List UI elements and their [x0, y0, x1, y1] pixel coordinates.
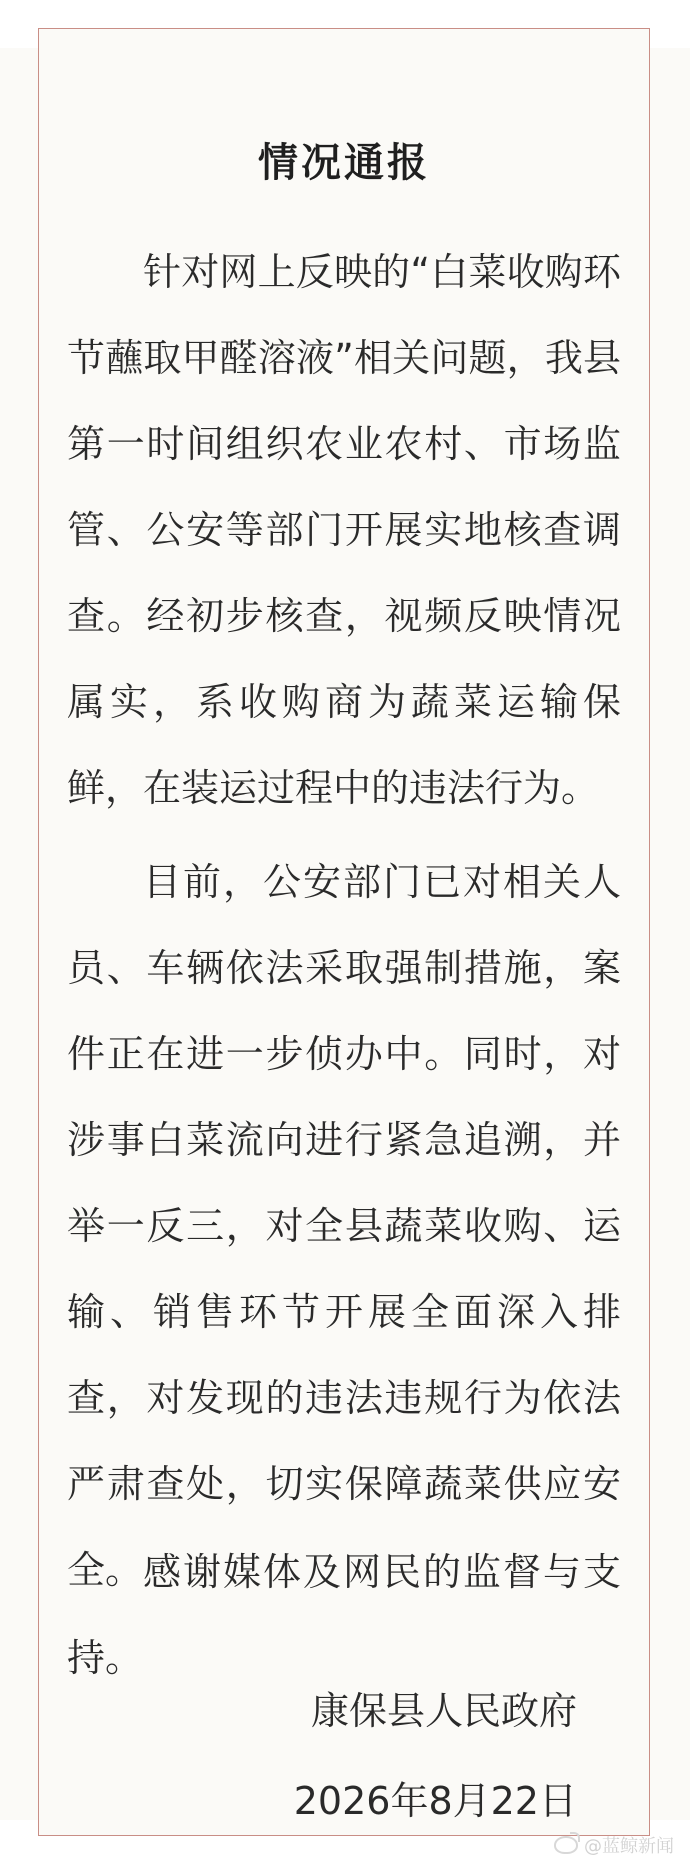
paragraph-3-container — [67, 1529, 621, 1701]
paragraph-1-container — [67, 229, 621, 831]
issue-date: 2026年8月22日 — [293, 1779, 577, 1823]
watermark-text: @蓝鲸新闻 — [584, 1836, 674, 1857]
signatory: 康保县人民政府 — [310, 1689, 577, 1733]
watermark — [554, 1832, 674, 1858]
notice-title: 情况通报 — [258, 140, 430, 186]
notice-frame — [38, 28, 650, 1836]
paragraph-3: 感谢媒体及网民的监督与支持。 — [67, 1550, 621, 1680]
paragraph-2-container — [67, 839, 621, 1613]
paragraph-1: 针对网上反映的“白菜收购环节蘸取甲醛溶液”相关问题，我县第一时间组织农业农村、市场监管、公安等部门开展实地核查调查。经初步核查，视频反映情况属实，系收购商为蔬菜运输保鲜，在装运过程中的违法行为。 — [67, 250, 621, 810]
weibo-icon — [554, 1836, 578, 1854]
paragraph-2: 目前，公安部门已对相关人员、车辆依法采取强制措施，案件正在进一步侦办中。同时，对涉事白菜流向进行紧急追溯，并举一反三，对全县蔬菜收购、运输、销售环节开展全面深入排查，对发现的违法违规行为依法严肃查处，切实保障蔬菜供应安全。 — [67, 860, 621, 1592]
